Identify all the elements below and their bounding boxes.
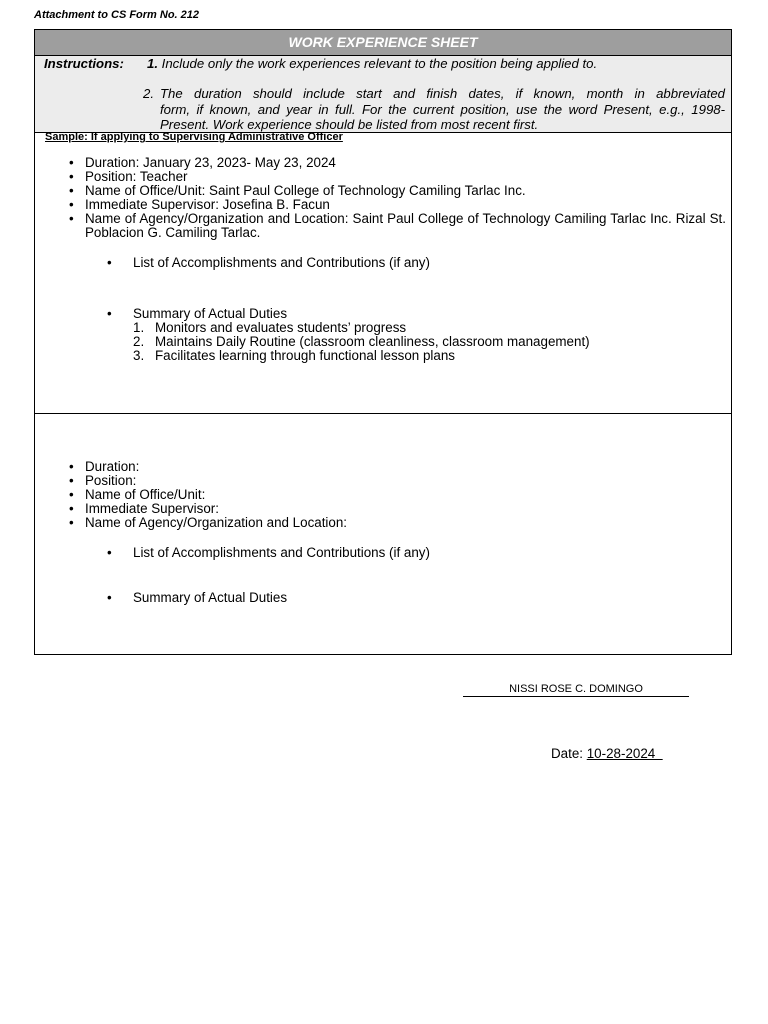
work-experience-form [34, 29, 732, 655]
date-line [551, 746, 663, 761]
entry-2-position: • Position: [69, 473, 137, 488]
instruction-2-rest: form, if known, and year in full. For the current position, use the word Present, e.g., 1998-Present. Work experience should be listed from most recent first. [160, 101, 725, 132]
signature-name: NISSI ROSE C. DOMINGO [463, 683, 689, 697]
instruction-1 [147, 56, 597, 71]
entry-1-duties-heading: • Summary of Actual Duties [107, 306, 288, 321]
entry-2-accomplishments: • List of Accomplishments and Contributions (if any) [107, 545, 430, 560]
entry-1-position: • Position: Teacher [69, 169, 188, 184]
sheet-title: WORK EXPERIENCE SHEET [35, 30, 731, 56]
instruction-2 [143, 86, 725, 133]
duty-item: 1. Monitors and evaluates students’ progress [133, 320, 407, 335]
duty-item: 3. Facilitates learning through functional lesson plans [133, 348, 455, 363]
entry-1-duration: • Duration: January 23, 2023- May 23, 2024 [69, 155, 336, 170]
entry-2-details [69, 459, 726, 530]
entry-1-office: • Name of Office/Unit: Saint Paul College of Technology Camiling Tarlac Inc. [69, 183, 526, 198]
duty-item: 2. Maintains Daily Routine (classroom cleanliness, classroom management) [133, 334, 590, 349]
instruction-2-line1: The duration should include start and finish dates, if known, month in abbreviated [160, 86, 725, 101]
instruction-2-number: 2. [143, 86, 154, 101]
attachment-label: Attachment to CS Form No. 212 [34, 9, 200, 21]
entry-2-duration: • Duration: [69, 459, 140, 474]
experience-entry-1 [35, 133, 731, 414]
instructions-box [35, 56, 731, 133]
entry-1-duties-list [133, 321, 590, 363]
date-value: 10-28-2024 [586, 746, 663, 761]
entry-1-details [69, 155, 726, 240]
entry-2-office: • Name of Office/Unit: [69, 487, 206, 502]
date-label: Date: [551, 746, 587, 761]
instruction-1-number: 1. [147, 56, 158, 71]
entry-2-duties-heading: • Summary of Actual Duties [107, 590, 288, 605]
entry-1-accomplishments: • List of Accomplishments and Contributions (if any) [107, 255, 430, 270]
entry-1-supervisor: • Immediate Supervisor: Josefina B. Facun [69, 197, 330, 212]
instruction-1-text: Include only the work experiences relevant to the position being applied to. [161, 56, 598, 71]
entry-2-agency: • Name of Agency/Organization and Location: [69, 515, 348, 530]
instructions-label: Instructions: [44, 56, 124, 71]
entry-1-agency: • Name of Agency/Organization and Location: Saint Paul College of Technology Camiling Tarlac Inc. Rizal St. Poblacion G. Camiling Tarlac. [69, 211, 726, 240]
sample-heading: Sample: If applying to Supervising Administrative Officer [45, 131, 343, 143]
entry-2-supervisor: • Immediate Supervisor: [69, 501, 219, 516]
